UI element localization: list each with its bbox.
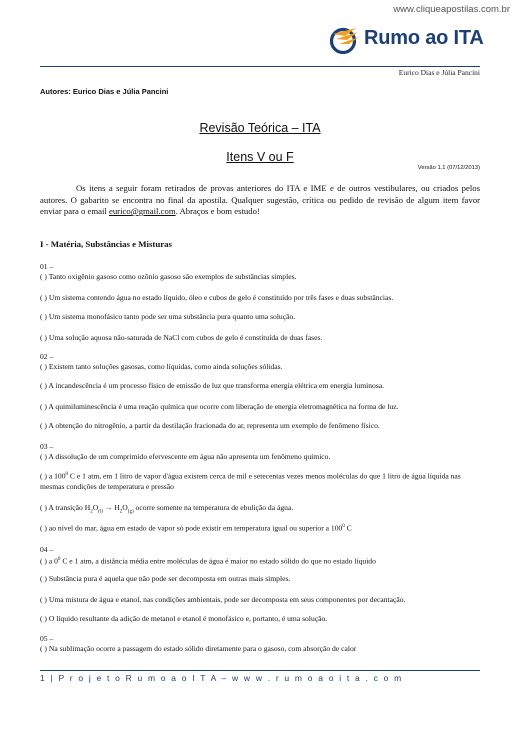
intro-closing: . Abraços e bom estudo! — [175, 206, 260, 216]
watermark: www.cliqueapostilas.com.br — [393, 4, 510, 15]
question-number: 02 – — [40, 352, 54, 361]
question-number: 03 – — [40, 442, 54, 451]
degree-superscript: 0 — [342, 524, 345, 529]
question-item: ( ) A incandescência é um processo físico de emissão de luz que transforma energia elétrica em energia luminosa. — [40, 381, 385, 390]
item-text: ( ) A transição H — [40, 503, 91, 512]
rumo-ao-ita-logo — [330, 26, 500, 54]
item-text: O — [92, 503, 99, 512]
intro-paragraph — [40, 183, 480, 218]
intro-text: Os itens a seguir foram retirados de provas anteriores do ITA e IME e de outros vestibulares, ou criados pelos autores. O gabarito se encontra no final da apostila. Qualquer sugestão, crítica ou pedido de revisão de algum item favor enviar para o email — [40, 183, 480, 216]
question-item — [40, 470, 480, 493]
item-text: ( ) ao nível do mar, água em estado de vapor só pode existir em temperatura igual ou superior a 100 — [40, 523, 343, 533]
header-divider — [40, 66, 480, 67]
item-text: ( ) a 100 — [40, 471, 66, 481]
question-item — [40, 522, 480, 534]
header-authors: Eurico Dias e Júlia Pancini — [398, 68, 480, 77]
question-item: ( ) Uma mistura de água e etanol, nas condições ambientais, pode ser decomposta em seus componentes por decantação. — [40, 595, 406, 604]
question-item: ( ) Uma solução aquosa não-saturada de NaCl com cubos de gelo é constituída de duas fases. — [40, 333, 323, 342]
authors: Autores: Eurico Dias e Júlia Pancini — [40, 87, 169, 96]
question-item: ( ) Tanto oxigênio gasoso como ozônio gasoso são exemplos de substâncias simples. — [40, 272, 297, 281]
item-text: C — [344, 523, 352, 533]
item-text: C e 1 atm, em 1 litro de vapor d'água existem cerca de mil e setecentas vezes menos moléculas do que 1 litro de água líquida nas mesmas condições de temperatura e pressão — [40, 471, 461, 492]
item-text: C e 1 atm, a distância média entre moléculas de água é maior no estado sólido do que no estado líquido — [60, 556, 376, 566]
subscript: 2 — [119, 509, 123, 515]
item-text: O — [122, 503, 128, 512]
subscript: (l) — [98, 509, 103, 515]
question-item: ( ) O líquido resultante da adição de metanol e etanol é monofásico e, portanto, é uma solução. — [40, 614, 328, 623]
item-text: → H — [102, 503, 120, 512]
degree-superscript: 0 — [57, 557, 61, 562]
question-item: ( ) A obtenção do nitrogênio, a partir da destilação fracionada do ar, representa um exemplo de fenômeno físico. — [40, 421, 380, 430]
item-text: ( ) a 0 — [40, 556, 58, 566]
question-item: ( ) Na sublimação ocorre a passagem do estado sólido diretamente para o gasoso, com absorção de calor — [40, 644, 357, 653]
question-item: ( ) Um sistema contendo água no estado líquido, óleo e cubos de gelo é constituído por três fases e duas substâncias. — [40, 293, 394, 302]
question-item — [40, 503, 480, 518]
question-item: ( ) Existem tanto soluções gasosas, como líquidas, como ainda soluções sólidas. — [40, 362, 283, 371]
question-item: ( ) A dissolução de um comprimido efervescente em água não apresenta um fenômeno químico. — [40, 452, 331, 461]
question-item: ( ) Um sistema monofásico tanto pode ser uma substância pura quanto uma solução. — [40, 312, 296, 321]
email-link[interactable]: eurico@gmail.com — [108, 206, 176, 216]
footer-divider — [40, 670, 480, 671]
page-title: Revisão Teórica – ITA — [199, 121, 321, 135]
question-item: ( ) Substância pura é aquela que não pode ser decomposta em outras mais simples. — [40, 574, 291, 583]
question-item — [40, 555, 480, 567]
version-label: Versão 1.1 (07/12/2013) — [417, 165, 480, 171]
item-text: ocorre somente na temperatura de ebulição da água. — [133, 503, 294, 512]
question-number: 04 – — [40, 545, 54, 554]
logo-swoosh-icon — [330, 26, 360, 54]
subscript: (g) — [127, 509, 134, 515]
logo-text: Rumo ao ITA — [364, 27, 484, 49]
question-item: ( ) A quimiluminescência é uma reação química que ocorre com liberação de energia eletromagnética na forma de luz. — [40, 402, 399, 411]
degree-superscript: 0 — [65, 472, 69, 477]
question-number: 01 – — [40, 262, 54, 271]
footer: 1 | P r o j e t o R u m o a o I T A – w w w . r u m o a o i t a . c o m — [40, 673, 403, 683]
subscript: 2 — [90, 509, 93, 515]
page-subtitle: Itens V ou F — [226, 150, 294, 164]
question-number: 05 – — [40, 634, 54, 643]
section-title: I - Matéria, Substâncias e Misturas — [40, 239, 172, 249]
